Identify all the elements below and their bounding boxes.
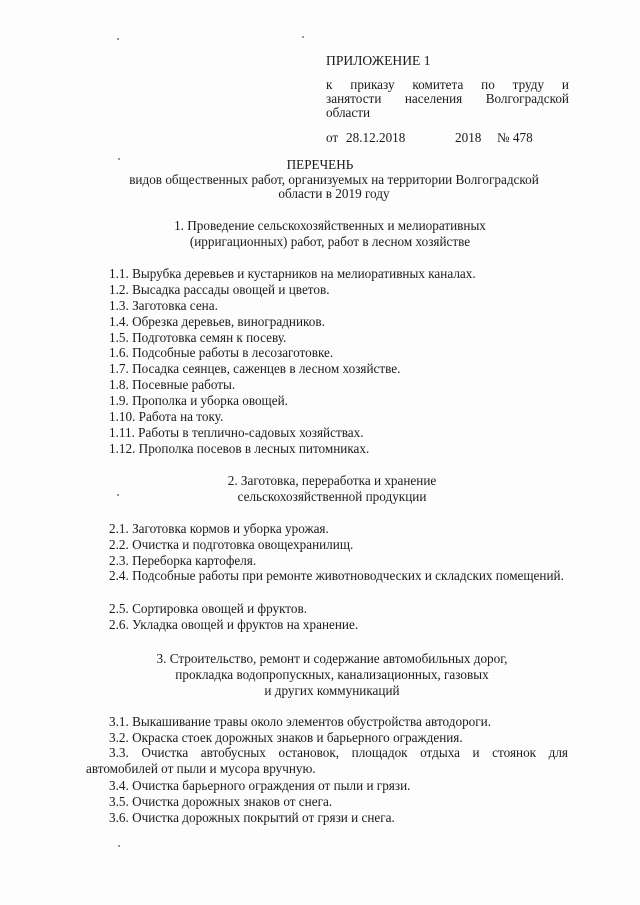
list-item: 2.3. Переборка картофеля. [109, 553, 257, 568]
order-number: № 478 [497, 130, 533, 145]
section-heading: (ирригационных) работ, работ в лесном хозяйстве [189, 234, 471, 249]
list-item: 1.7. Посадка сеянцев, саженцев в лесном хозяйстве. [109, 361, 401, 376]
list-item: 1.8. Посевные работы. [109, 377, 236, 392]
appendix-title: ПРИЛОЖЕНИЕ 1 [326, 53, 431, 68]
list-item: 1.3. Заготовка сена. [109, 298, 218, 313]
list-item: 1.9. Прополка и уборка овощей. [109, 393, 288, 408]
list-item: 1.5. Подготовка семян к посеву. [109, 330, 287, 345]
section-heading: 3. Строительство, ремонт и содержание автомобильных дорог, [156, 651, 508, 666]
order-line-2: занятости населения Волгоградской [326, 91, 569, 106]
order-date: 28.12.2018 [346, 130, 406, 145]
list-item: 2.5. Сортировка овощей и фруктов. [109, 601, 308, 616]
document-subtitle-line-1: видов общественных работ, организуемых на территории Волгоградской [129, 172, 539, 187]
list-item: 3.6. Очистка дорожных покрытий от грязи и снега. [109, 810, 395, 825]
list-item: 1.12. Прополка посевов в лесных питомниках. [109, 441, 370, 456]
order-line-1: к приказу комитета по труду и [326, 77, 569, 92]
scan-speck [117, 38, 119, 40]
document-title: ПЕРЕЧЕНЬ [286, 157, 354, 172]
list-item: 1.4. Обрезка деревьев, виноградников. [109, 314, 325, 329]
order-year: 2018 [455, 130, 482, 145]
document-subtitle-line-2: области в 2019 году [278, 186, 390, 201]
order-line-3: области [326, 105, 371, 120]
section-heading: 2. Заготовка, переработка и хранение [227, 473, 437, 488]
list-item: 3.5. Очистка дорожных знаков от снега. [109, 794, 333, 809]
scan-speck [302, 36, 304, 38]
list-item: 3.1. Выкашивание травы около элементов обустройства автодороги. [109, 714, 492, 729]
list-item: 2.1. Заготовка кормов и уборка урожая. [109, 521, 329, 536]
list-item: 2.4. Подсобные работы при ремонте животноводческих и складских помещений. [109, 568, 564, 583]
date-prefix: от [326, 130, 339, 145]
list-item: 1.11. Работы в теплично-садовых хозяйствах. [109, 425, 364, 440]
list-item: 3.3. Очистка автобусных остановок, площадок отдыха и стоянок для автомобилей от пыли и мусора вручную. [86, 745, 568, 776]
list-item: 1.10. Работа на току. [109, 409, 224, 424]
section-heading: сельскохозяйственной продукции [237, 489, 427, 504]
list-item: 3.2. Окраска стоек дорожных знаков и барьерного ограждения. [109, 730, 463, 745]
list-item: 1.1. Вырубка деревьев и кустарников на мелиоративных каналах. [109, 266, 476, 281]
section-heading: и других коммуникаций [264, 683, 400, 698]
list-item: 2.2. Очистка и подготовка овощехранилищ. [109, 537, 354, 552]
scan-speck [118, 845, 120, 847]
list-item: 2.6. Укладка овощей и фруктов на хранение. [109, 617, 359, 632]
list-item: 1.2. Высадка рассады овощей и цветов. [109, 282, 330, 297]
list-item: 3.4. Очистка барьерного ограждения от пыли и грязи. [109, 778, 411, 793]
section-heading: прокладка водопропускных, канализационных, газовых [175, 667, 489, 682]
section-heading: 1. Проведение сельскохозяйственных и мелиоративных [174, 218, 486, 233]
list-item: 1.6. Подсобные работы в лесозаготовке. [109, 345, 334, 360]
